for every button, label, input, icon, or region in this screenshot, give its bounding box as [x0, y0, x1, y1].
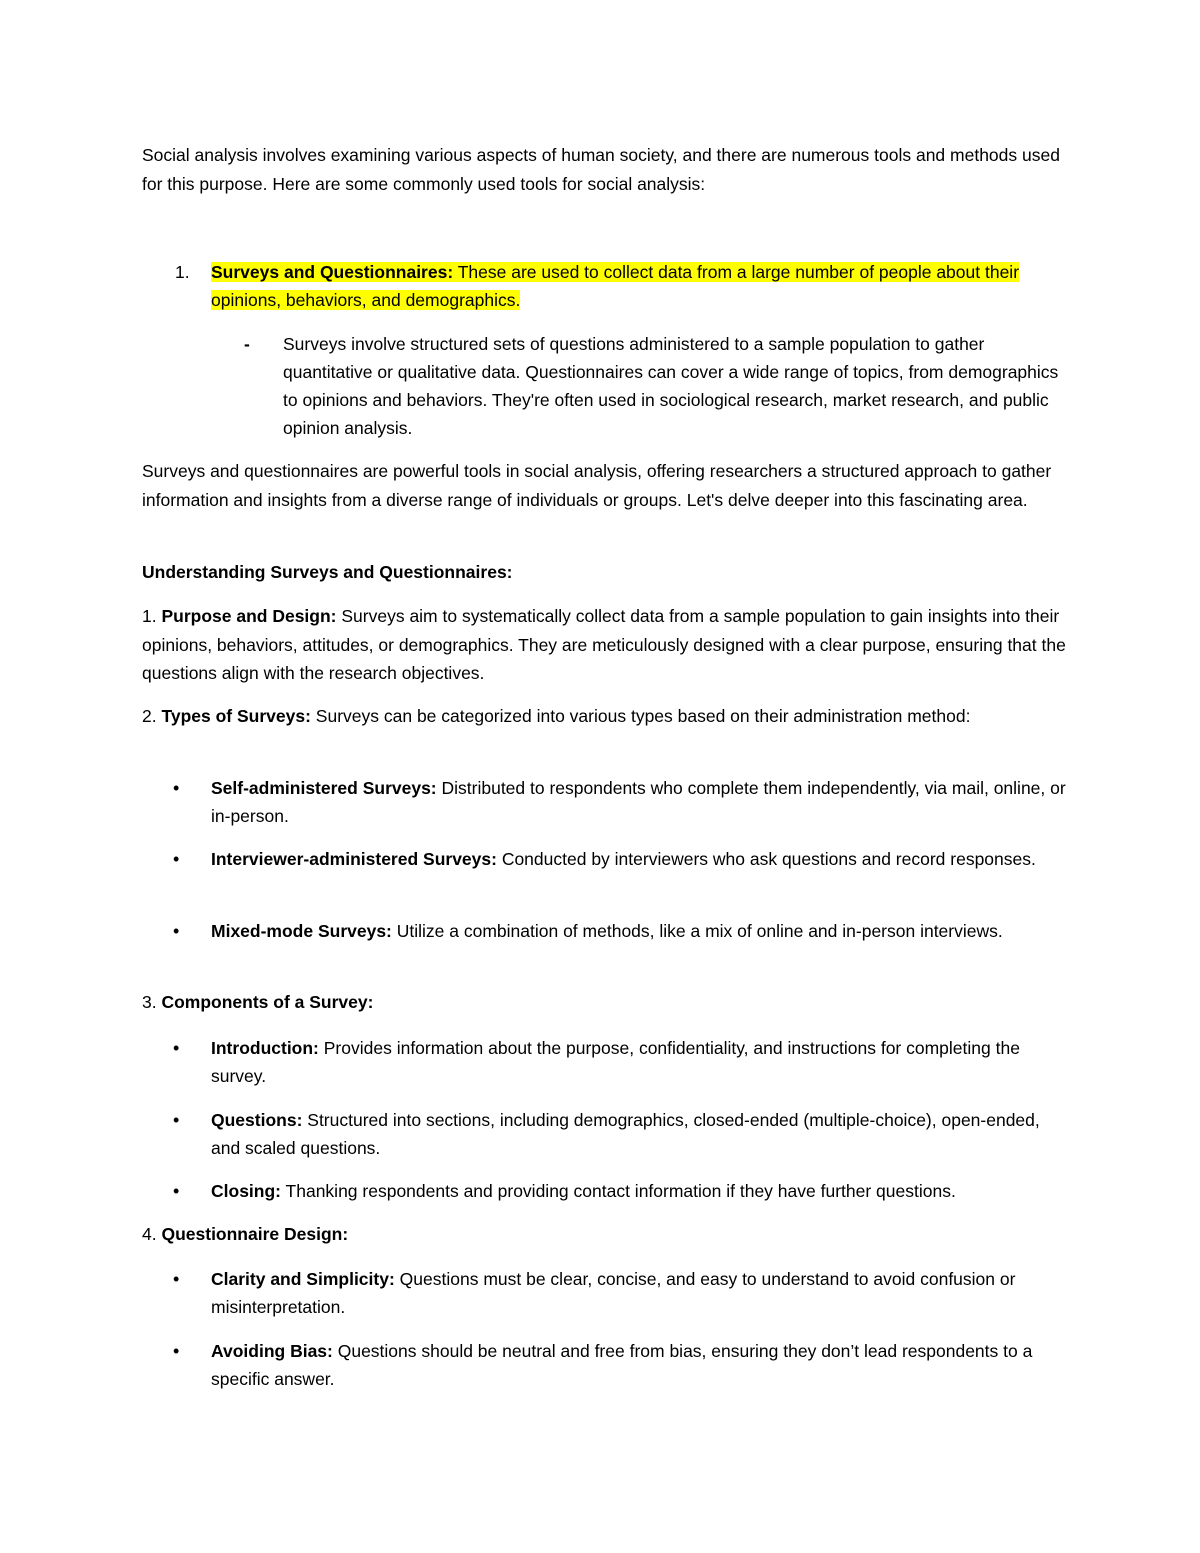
- bullet-mark: •: [173, 849, 180, 869]
- bullet-item-text: [211, 917, 1071, 945]
- components-heading: [142, 988, 1072, 1017]
- list-number: 1.: [175, 262, 190, 282]
- bullet-mark: •: [173, 921, 180, 941]
- section-text: Surveys can be categorized into various types based on their administration method:: [310, 706, 971, 726]
- bullet-text: Thanking respondents and providing contact information if they have further questions.: [281, 1181, 956, 1201]
- bullet-item-text: [211, 774, 1071, 830]
- bullet-text: Structured into sections, including demographics, closed-ended (multiple-choice), open-ended, and scaled questions.: [211, 1110, 1040, 1158]
- bullet-title: Avoiding Bias:: [211, 1341, 333, 1361]
- intro-paragraph: Social analysis involves examining various aspects of human society, and there are numerous tools and methods used for this purpose. Here are some commonly used tools for social analysis:: [142, 145, 1060, 194]
- section-number: 1.: [142, 606, 162, 626]
- section-number: 2.: [142, 706, 162, 726]
- bullet-item-text: [211, 1177, 1071, 1205]
- bullet-title: Interviewer-administered Surveys:: [211, 849, 497, 869]
- item-title: Surveys and Questionnaires:: [211, 262, 454, 282]
- questionnaire-design-heading: [142, 1220, 1072, 1249]
- section-text: Surveys aim to systematically collect data from a sample population to gain insights into their opinions, behaviors, attitudes, or demographics. They are meticulously designed with a clear purpose, ensuring that the questions align with the research objectives.: [142, 606, 1066, 683]
- section-title: Purpose and Design:: [161, 606, 337, 626]
- section-title: Components of a Survey:: [161, 992, 374, 1012]
- bullet-mark: •: [173, 1341, 180, 1361]
- dash-mark: -: [244, 334, 250, 354]
- bullet-title: Introduction:: [211, 1038, 319, 1058]
- bullet-text: Questions should be neutral and free from bias, ensuring they don’t lead respondents to a specific answer.: [211, 1341, 1033, 1389]
- item-text: These are used to collect data from a large number of people about their opinions, behaviors, and demographics.: [211, 262, 1020, 310]
- section-number: 4.: [142, 1224, 162, 1244]
- bullet-item-text: [211, 1265, 1071, 1321]
- types-paragraph: [142, 702, 1072, 731]
- bullet-title: Questions:: [211, 1110, 303, 1130]
- purpose-paragraph: [142, 602, 1072, 688]
- bullet-item-text: [211, 1106, 1071, 1162]
- bullet-title: Clarity and Simplicity:: [211, 1269, 395, 1289]
- bullet-text: Distributed to respondents who complete them independently, via mail, online, or in-person.: [211, 778, 1066, 826]
- section-title: Questionnaire Design:: [161, 1224, 349, 1244]
- numbered-item-text: [211, 258, 1071, 314]
- bullet-text: Provides information about the purpose, confidentiality, and instructions for completing the survey.: [211, 1038, 1020, 1086]
- bullet-mark: •: [173, 1181, 180, 1201]
- bullet-mark: •: [173, 1038, 180, 1058]
- bullet-item-text: [211, 1337, 1071, 1393]
- bullet-mark: •: [173, 1110, 180, 1130]
- section-number: 3.: [142, 992, 162, 1012]
- bullet-item-text: [211, 845, 1071, 873]
- bullet-mark: •: [173, 778, 180, 798]
- bullet-title: Mixed-mode Surveys:: [211, 921, 392, 941]
- bullet-item-text: [211, 1034, 1071, 1090]
- bullet-text: Questions must be clear, concise, and easy to understand to avoid confusion or misinterpretation.: [211, 1269, 1016, 1317]
- bullet-mark: •: [173, 1269, 180, 1289]
- bullet-title: Closing:: [211, 1181, 281, 1201]
- bullet-text: Conducted by interviewers who ask questions and record responses.: [496, 849, 1036, 869]
- section-title: Types of Surveys:: [161, 706, 311, 726]
- surveys-paragraph: Surveys and questionnaires are powerful tools in social analysis, offering researchers a structured approach to gather information and insights from a diverse range of individuals or groups. Let's delve deeper into this fascinating area.: [142, 461, 1052, 510]
- section-heading: Understanding Surveys and Questionnaires:: [142, 562, 513, 582]
- dash-item-text: Surveys involve structured sets of questions administered to a sample population to gather quantitative or qualitative data. Questionnaires can cover a wide range of topics, from demographics to opinions and behaviors. They're often used in sociological research, market research, and public opinion analysis.: [283, 334, 1059, 438]
- bullet-text: Utilize a combination of methods, like a mix of online and in-person interviews.: [391, 921, 1003, 941]
- bullet-title: Self-administered Surveys:: [211, 778, 437, 798]
